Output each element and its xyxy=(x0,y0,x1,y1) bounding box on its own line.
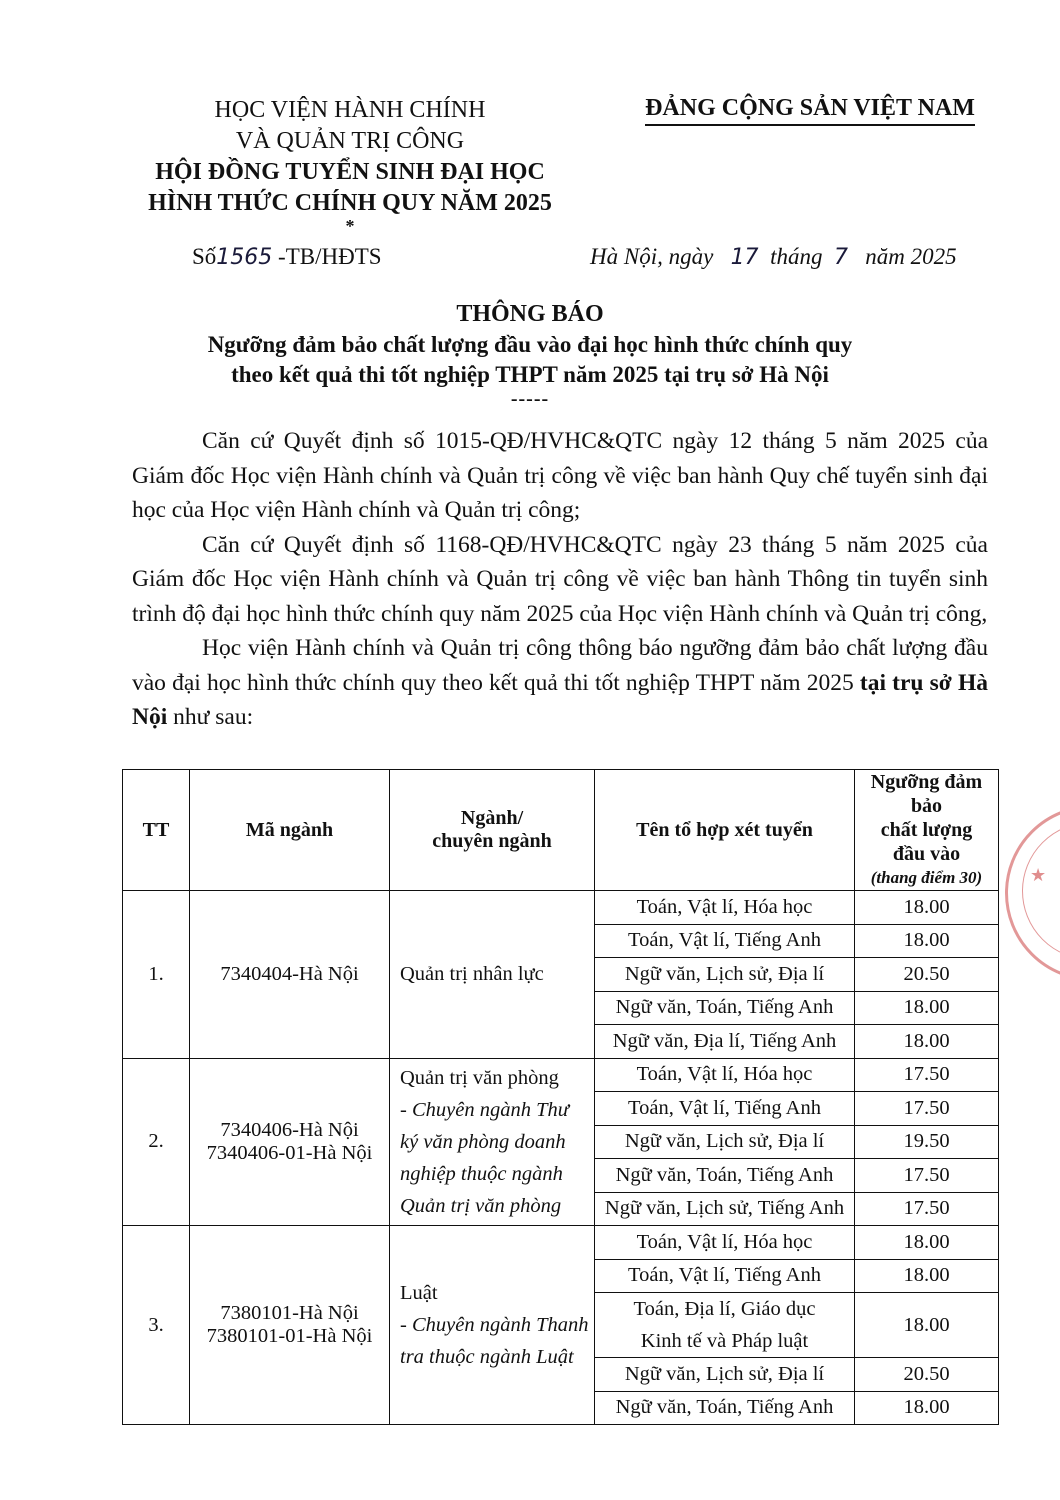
score-cell: 18.00 xyxy=(855,1293,999,1358)
paragraph-3-text: Học viện Hành chính và Quản trị công thông báo ngưỡng đảm bảo chất lượng đầu vào đại học hình thức chính quy theo kết quả thi tốt nghiệp THPT năm 2025 xyxy=(132,635,988,696)
table-row xyxy=(123,1058,999,1092)
group-major: Quản trị nhân lực xyxy=(390,891,595,1059)
group-major-sub: - Chuyên ngành Thư ký văn phòng doanh nghiệp thuộc ngành Quản trị văn phòng xyxy=(400,1098,569,1217)
issuer-block xyxy=(100,95,600,236)
date-year: năm 2025 xyxy=(865,244,957,269)
docno-prefix: Số xyxy=(192,244,217,269)
group-major-sub: - Chuyên ngành Thanh tra thuộc ngành Luật xyxy=(400,1314,589,1368)
paragraph-2: Căn cứ Quyết định số 1168-QĐ/HVHC&QTC ngày 23 tháng 5 năm 2025 của Giám đốc Học viện Hành chính và Quản trị công về việc ban hành Thông tin tuyển sinh trình độ đại học hình thức chính quy năm 2025 của Học viện Hành chính và Quản trị công, xyxy=(132,531,988,627)
combo-cell: Ngữ văn, Địa lí, Tiếng Anh xyxy=(595,1025,855,1059)
score-cell: 18.00 xyxy=(855,1025,999,1059)
header-tt: TT xyxy=(123,770,190,891)
combo-line-2: Kinh tế và Pháp luật xyxy=(640,1330,809,1352)
notice-title: THÔNG BÁO xyxy=(456,301,604,327)
combo-cell: Toán, Vật lí, Tiếng Anh xyxy=(595,1259,855,1293)
group-code-2: 7380101-01-Hà Nội xyxy=(206,1325,373,1347)
issuer-line-4: HÌNH THỨC CHÍNH QUY NĂM 2025 xyxy=(148,190,552,216)
combo-cell: Ngữ văn, Toán, Tiếng Anh xyxy=(595,991,855,1025)
party-name: ĐẢNG CỘNG SẢN VIỆT NAM xyxy=(645,95,975,126)
score-cell: 20.50 xyxy=(855,958,999,992)
score-cell: 18.00 xyxy=(855,1259,999,1293)
header-major-line-1: Ngành/ xyxy=(460,807,524,829)
combo-cell: Toán, Vật lí, Tiếng Anh xyxy=(595,1092,855,1126)
group-major-name: Luật xyxy=(400,1282,438,1304)
score-cell: 17.50 xyxy=(855,1092,999,1126)
header-major-line-2: chuyên ngành xyxy=(432,830,552,852)
notice-body xyxy=(132,424,988,735)
combo-cell: Ngữ văn, Lịch sử, Địa lí xyxy=(595,1358,855,1392)
header-thr-line-4: (thang điểm 30) xyxy=(870,868,983,887)
score-cell: 18.00 xyxy=(855,891,999,925)
score-cell: 18.00 xyxy=(855,924,999,958)
title-divider: ----- xyxy=(510,388,550,410)
group-code xyxy=(190,1226,390,1425)
combo-line-1: Toán, Địa lí, Giáo dục xyxy=(633,1298,816,1320)
date-place: Hà Nội, ngày xyxy=(590,244,714,269)
group-code-1: 7340406-Hà Nội xyxy=(220,1118,359,1141)
issuer-line-1: HỌC VIỆN HÀNH CHÍNH xyxy=(214,97,486,123)
seal-stamp-icon xyxy=(1005,805,1060,981)
paragraph-3-bold: tại trụ sở Hà Nội xyxy=(132,669,989,730)
header-thr-line-2: chất lượng xyxy=(880,819,973,841)
date-month-label: tháng xyxy=(770,244,823,269)
group-code xyxy=(190,1058,390,1226)
document-date xyxy=(590,244,957,270)
threshold-table xyxy=(122,769,999,1425)
score-cell: 19.50 xyxy=(855,1125,999,1159)
combo-cell: Toán, Vật lí, Hóa học xyxy=(595,1226,855,1260)
group-major xyxy=(390,1058,595,1226)
document-number xyxy=(192,244,382,270)
header-star: * xyxy=(345,216,355,236)
table-header-row xyxy=(123,770,999,891)
group-code-1: 7380101-Hà Nội xyxy=(220,1302,359,1324)
combo-cell: Ngữ văn, Lịch sử, Tiếng Anh xyxy=(595,1192,855,1226)
paragraph-3-end: như sau: xyxy=(173,704,254,730)
docno-suffix: -TB/HĐTS xyxy=(278,244,382,269)
combo-cell: Ngữ văn, Toán, Tiếng Anh xyxy=(595,1159,855,1193)
group-tt: 2. xyxy=(123,1058,190,1226)
header-thr-line-1: Ngưỡng đảm bảo xyxy=(870,771,983,817)
group-major xyxy=(390,1226,595,1425)
seal-star-icon: ★ xyxy=(1030,865,1047,885)
header-code: Mã ngành xyxy=(190,770,390,891)
table-row xyxy=(123,1226,999,1260)
group-tt: 1. xyxy=(123,891,190,1059)
group-major-name: Quản trị văn phòng xyxy=(400,1066,559,1089)
score-cell: 17.50 xyxy=(855,1058,999,1092)
score-cell: 17.50 xyxy=(855,1159,999,1193)
combo-cell: Ngữ văn, Toán, Tiếng Anh xyxy=(595,1391,855,1425)
combo-cell: Toán, Vật lí, Hóa học xyxy=(595,1058,855,1092)
date-month: 7 xyxy=(833,245,848,270)
table-row xyxy=(123,891,999,925)
group-code-2: 7340406-01-Hà Nội xyxy=(206,1141,373,1164)
combo-cell: Ngữ văn, Lịch sử, Địa lí xyxy=(595,958,855,992)
combo-cell: Ngữ văn, Lịch sử, Địa lí xyxy=(595,1125,855,1159)
combo-cell-two-line xyxy=(595,1293,855,1358)
group-tt: 3. xyxy=(123,1226,190,1425)
combo-cell: Toán, Vật lí, Tiếng Anh xyxy=(595,924,855,958)
issuer-line-2: VÀ QUẢN TRỊ CÔNG xyxy=(235,128,465,154)
score-cell: 17.50 xyxy=(855,1192,999,1226)
issuer-line-3: HỘI ĐỒNG TUYỂN SINH ĐẠI HỌC xyxy=(155,159,545,185)
paragraph-3 xyxy=(132,631,988,735)
docno-handwritten: 1565 xyxy=(216,245,273,270)
score-cell: 18.00 xyxy=(855,1391,999,1425)
notice-title-block xyxy=(100,298,960,408)
score-cell: 20.50 xyxy=(855,1358,999,1392)
paragraph-1: Căn cứ Quyết định số 1015-QĐ/HVHC&QTC ngày 12 tháng 5 năm 2025 của Giám đốc Học viện Hành chính và Quản trị công về việc ban hành Quy chế tuyển sinh đại học của Học viện Hành chính và Quản trị công; xyxy=(132,428,988,523)
combo-cell: Toán, Vật lí, Hóa học xyxy=(595,891,855,925)
group-code: 7340404-Hà Nội xyxy=(190,891,390,1059)
header-thr-line-3: đầu vào xyxy=(892,843,961,865)
header-combo: Tên tổ hợp xét tuyển xyxy=(595,770,855,891)
score-cell: 18.00 xyxy=(855,991,999,1025)
party-header xyxy=(620,95,1000,126)
notice-subtitle-1: Ngưỡng đảm bảo chất lượng đầu vào đại học hình thức chính quy xyxy=(207,332,853,357)
header-major xyxy=(390,770,595,891)
header-threshold xyxy=(855,770,999,891)
notice-subtitle-2: theo kết quả thi tốt nghiệp THPT năm 2025 tại trụ sở Hà Nội xyxy=(231,362,829,387)
date-day: 17 xyxy=(730,245,759,270)
score-cell: 18.00 xyxy=(855,1226,999,1260)
